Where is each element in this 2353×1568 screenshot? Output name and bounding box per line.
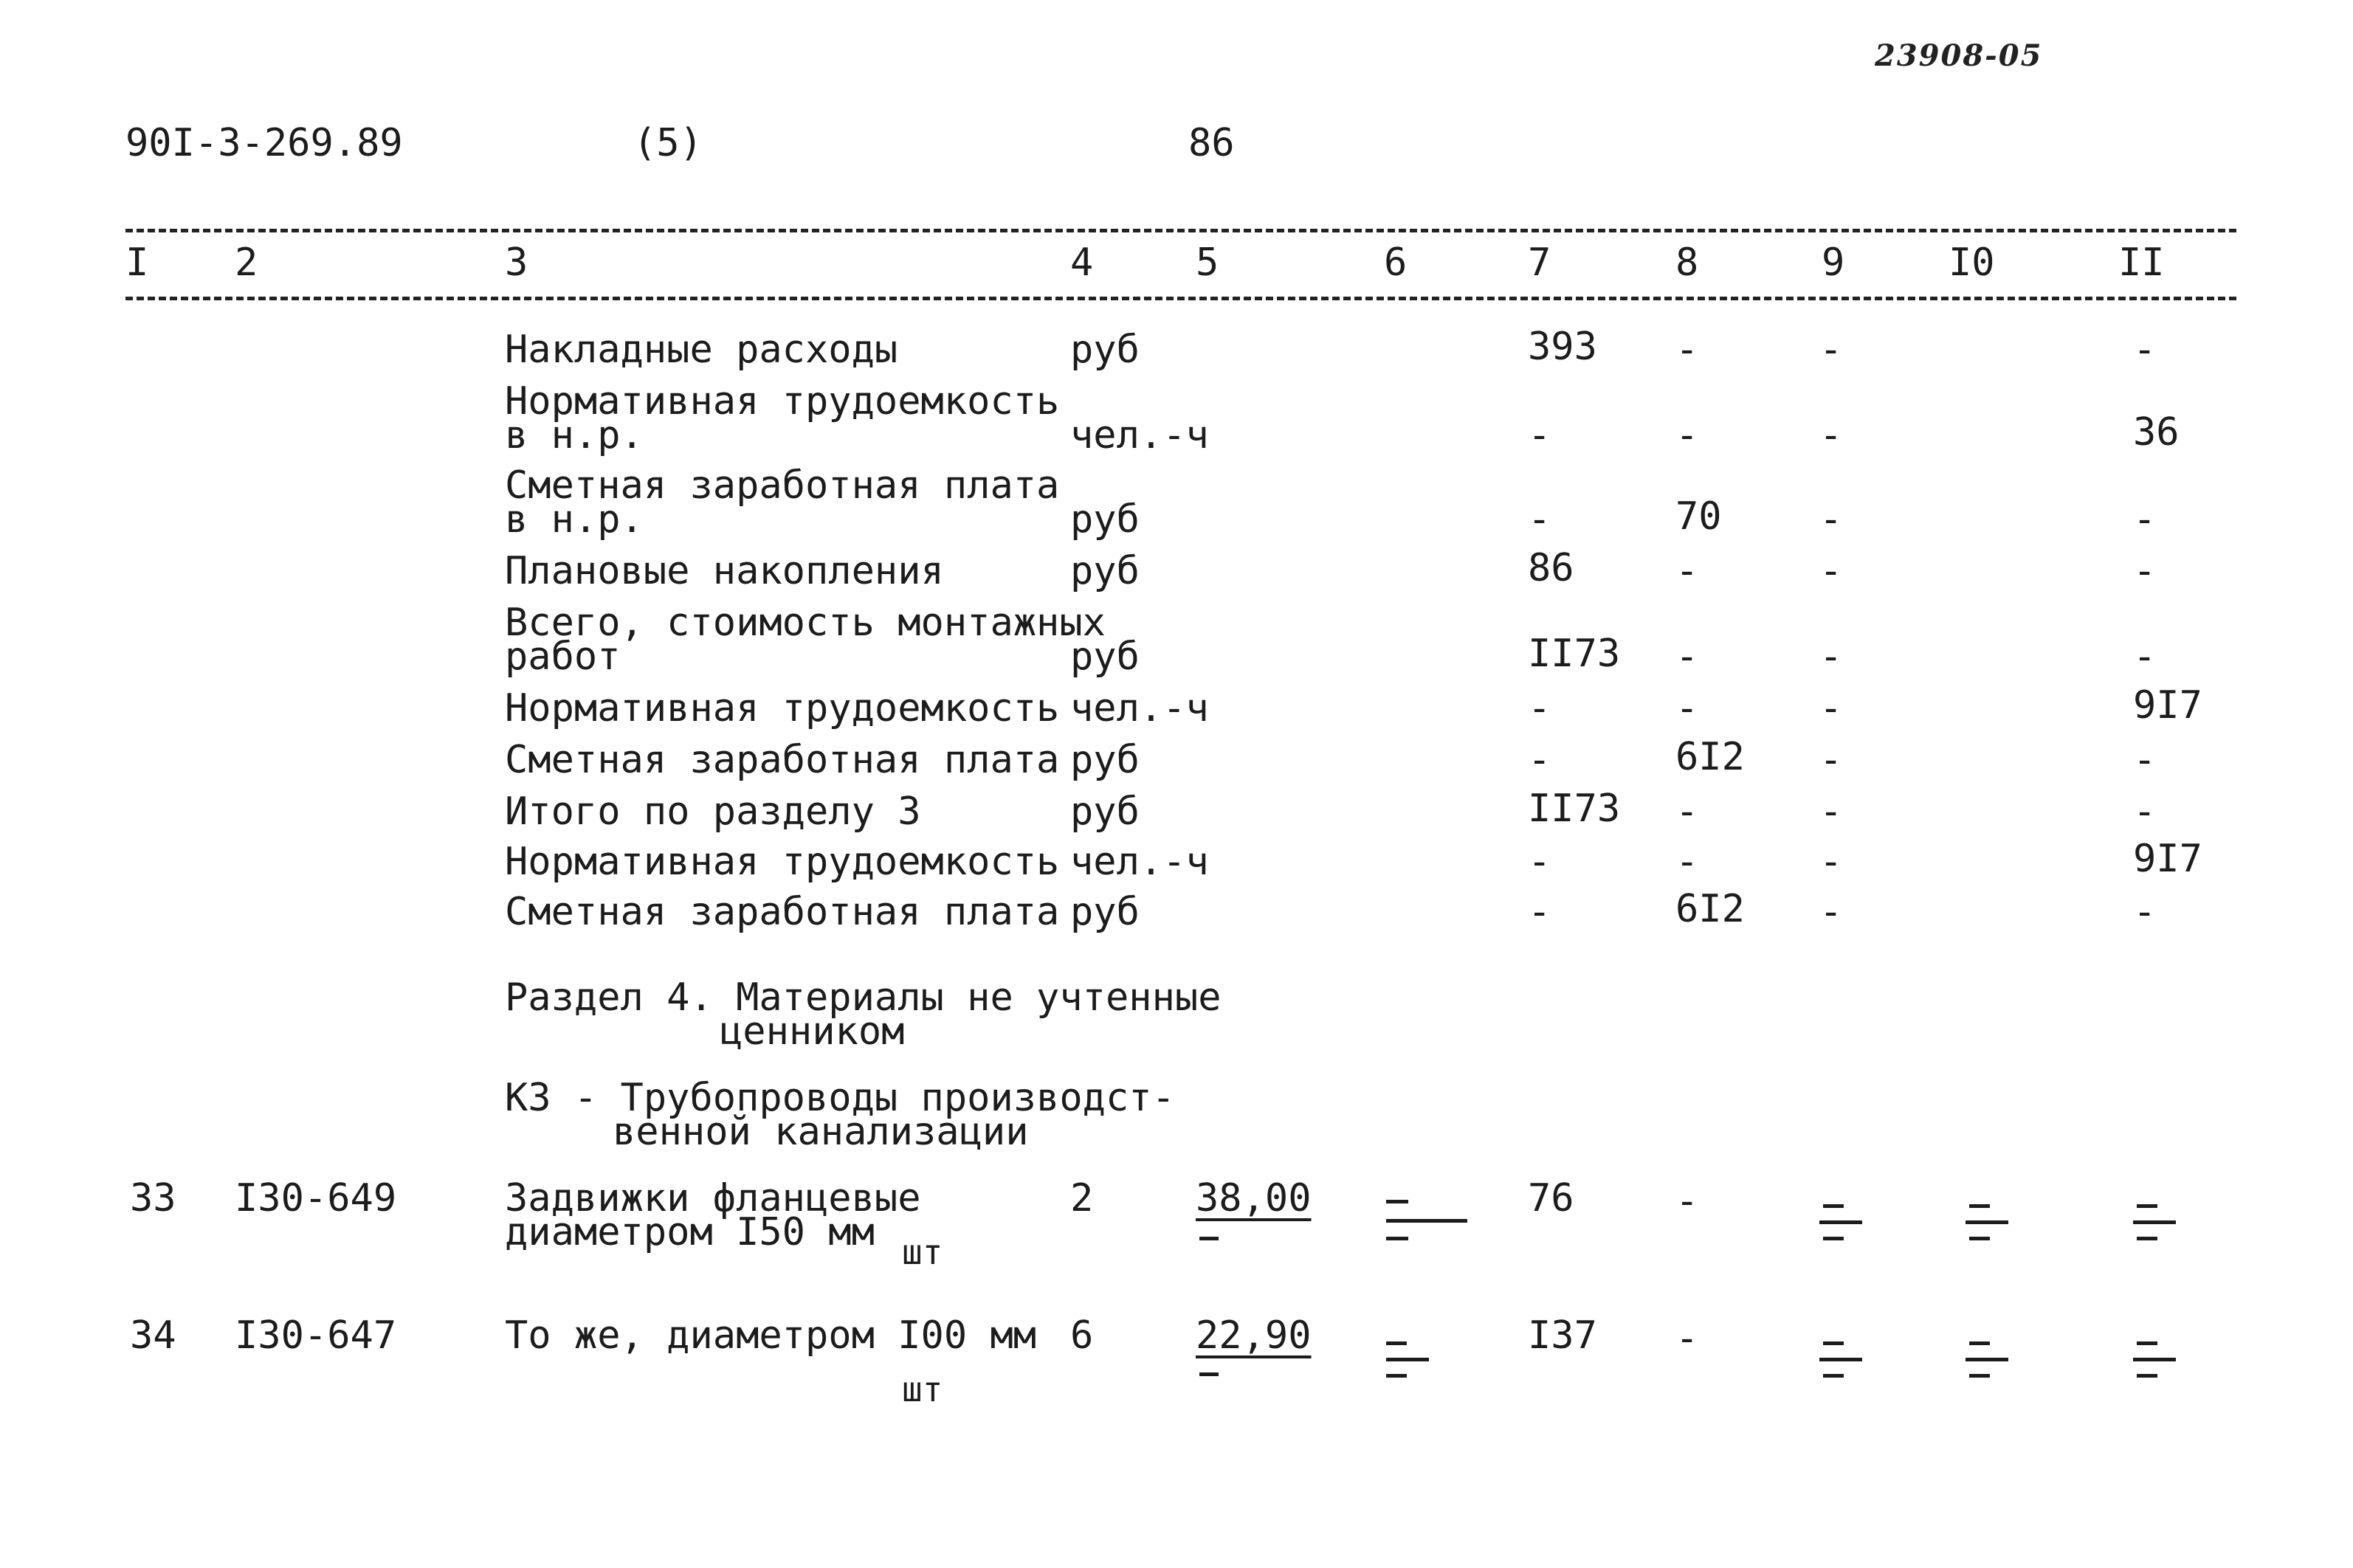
empty-mark (1199, 1372, 1219, 1376)
row-col11: 9I7 (2133, 837, 2202, 881)
document-part: (5) (633, 121, 703, 165)
empty-mark (1823, 1237, 1844, 1240)
row-col9: - (1819, 497, 1843, 542)
empty-mark (1823, 1204, 1844, 1208)
row-unit: руб (1070, 790, 1140, 834)
column-header: 6 (1384, 241, 1408, 285)
item-name: Задвижки фланцевые (505, 1176, 921, 1220)
item-price: 38,00 (1196, 1176, 1312, 1220)
row-label: Сметная заработная плата (505, 738, 1060, 782)
row-unit: чел.-ч (1070, 413, 1209, 457)
empty-mark (1966, 1220, 2008, 1224)
row-col9: - (1819, 686, 1843, 731)
row-col8: - (1675, 635, 1699, 679)
item-name-cont: диаметром I50 мм (505, 1210, 875, 1254)
row-unit: руб (1070, 497, 1140, 542)
empty-mark (1386, 1358, 1429, 1361)
row-label: Накладные расходы (505, 328, 898, 372)
row-col8: 6I2 (1675, 735, 1745, 779)
item-number: 34 (130, 1313, 176, 1358)
empty-mark (1969, 1341, 1990, 1345)
empty-mark (1823, 1374, 1844, 1378)
empty-mark (1386, 1237, 1408, 1240)
group-heading: К3 - Трубопроводы производст- (505, 1076, 1175, 1120)
item-total: 76 (1528, 1176, 1574, 1220)
empty-mark (2137, 1204, 2157, 1208)
item-name: То же, диаметром I00 мм (505, 1313, 1037, 1358)
row-label: Сметная заработная плата (505, 890, 1060, 934)
empty-mark (2137, 1374, 2157, 1378)
row-col8: - (1675, 328, 1699, 372)
item-col8: - (1675, 1316, 1699, 1361)
document-code: 90I-3-269.89 (125, 121, 403, 165)
item-col8: - (1675, 1179, 1699, 1223)
row-col9: - (1819, 738, 1843, 782)
row-unit: руб (1070, 549, 1140, 593)
row-col11: 36 (2133, 410, 2180, 455)
row-label: Нормативная трудоемкость (505, 686, 1060, 731)
row-col7: - (1528, 497, 1551, 542)
row-unit: чел.-ч (1070, 686, 1209, 731)
row-unit: чел.-ч (1070, 840, 1209, 884)
group-heading-cont: венной канализации (613, 1110, 1029, 1154)
empty-mark (1386, 1200, 1408, 1203)
item-quantity: 6 (1070, 1313, 1094, 1358)
row-col11: 9I7 (2133, 683, 2202, 728)
row-col11: - (2133, 328, 2157, 372)
empty-mark (1966, 1358, 2008, 1361)
row-col8: - (1675, 549, 1699, 593)
row-label: Всего, стоимость монтажных (505, 601, 1106, 645)
row-col7: - (1528, 686, 1551, 731)
header-bottom-rule (125, 297, 2236, 300)
row-col9: - (1819, 413, 1843, 457)
page-number: 86 (1188, 121, 1235, 165)
empty-mark (1969, 1237, 1990, 1240)
row-col7: II73 (1528, 787, 1621, 831)
row-label-cont: работ (505, 635, 621, 679)
empty-mark (1823, 1341, 1844, 1345)
row-col9: - (1819, 890, 1843, 934)
row-col7: - (1528, 413, 1551, 457)
row-col9: - (1819, 549, 1843, 593)
column-header: 7 (1528, 241, 1551, 285)
empty-mark (1386, 1374, 1407, 1378)
row-col11: - (2133, 549, 2157, 593)
empty-mark (1819, 1358, 1862, 1361)
item-number: 33 (130, 1176, 176, 1220)
item-code: I30-649 (235, 1176, 397, 1220)
row-col11: - (2133, 790, 2157, 834)
empty-mark (1969, 1204, 1990, 1208)
row-col11: - (2133, 497, 2157, 542)
item-quantity: 2 (1070, 1176, 1094, 1220)
item-price: 22,90 (1196, 1313, 1312, 1358)
row-col7: - (1528, 890, 1551, 934)
empty-mark (1386, 1219, 1467, 1223)
row-unit: руб (1070, 738, 1140, 782)
empty-mark (1386, 1341, 1407, 1345)
column-header: II (2118, 241, 2165, 285)
item-total: I37 (1528, 1313, 1597, 1358)
row-col11: - (2133, 890, 2157, 934)
row-col11: - (2133, 738, 2157, 782)
column-header: 3 (505, 241, 528, 285)
row-col9: - (1819, 840, 1843, 884)
empty-mark (1969, 1374, 1990, 1378)
row-unit: руб (1070, 635, 1140, 679)
row-col9: - (1819, 635, 1843, 679)
row-col8: 6I2 (1675, 887, 1745, 931)
column-header: 4 (1070, 241, 1094, 285)
row-col9: - (1819, 790, 1843, 834)
empty-mark (2133, 1220, 2176, 1224)
column-header: I (125, 241, 149, 285)
row-col7: 393 (1528, 325, 1597, 369)
row-label: Итого по разделу 3 (505, 790, 921, 834)
row-col8: - (1675, 790, 1699, 834)
document-number: 23908-05 (1875, 38, 2043, 73)
empty-mark (2137, 1341, 2157, 1345)
empty-mark (1819, 1220, 1862, 1224)
row-unit: руб (1070, 328, 1140, 372)
row-col7: 86 (1528, 546, 1574, 590)
row-col8: - (1675, 413, 1699, 457)
column-header: 5 (1196, 241, 1219, 285)
row-col8: - (1675, 686, 1699, 731)
section-heading: Раздел 4. Материалы не учтенные (505, 975, 1222, 1020)
row-label: Сметная заработная плата (505, 463, 1060, 508)
item-unit: шт (902, 1370, 943, 1409)
row-col7: II73 (1528, 632, 1621, 676)
empty-mark (2133, 1358, 2176, 1361)
row-col8: - (1675, 840, 1699, 884)
column-header: 8 (1675, 241, 1699, 285)
row-label: Плановые накопления (505, 549, 944, 593)
row-unit: руб (1070, 890, 1140, 934)
row-col7: - (1528, 840, 1551, 884)
column-header: 2 (235, 241, 258, 285)
empty-mark (1199, 1237, 1219, 1240)
empty-mark (2137, 1237, 2157, 1240)
section-heading-cont: ценником (720, 1009, 905, 1054)
header-top-rule (125, 229, 2236, 232)
item-code: I30-647 (235, 1313, 397, 1358)
row-col8: 70 (1675, 494, 1722, 539)
row-col9: - (1819, 328, 1843, 372)
row-label-cont: в н.р. (505, 413, 644, 457)
row-label-cont: в н.р. (505, 497, 644, 542)
row-label: Нормативная трудоемкость (505, 379, 1060, 424)
item-unit: шт (902, 1232, 943, 1272)
row-col7: - (1528, 738, 1551, 782)
row-col11: - (2133, 635, 2157, 679)
column-header: I0 (1949, 241, 1995, 285)
row-label: Нормативная трудоемкость (505, 840, 1060, 884)
column-header: 9 (1822, 241, 1845, 285)
